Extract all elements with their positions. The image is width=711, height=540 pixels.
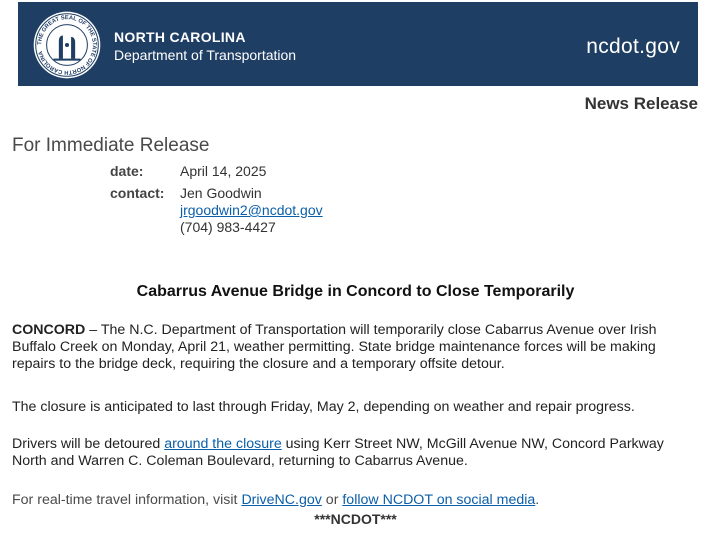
dateline: CONCORD: [12, 322, 86, 338]
social-media-link[interactable]: follow NCDOT on social media: [342, 492, 536, 508]
paragraph-duration: The closure is anticipated to last through Friday, May 2, depending on weather and repair progress.: [12, 399, 635, 415]
news-release-label: News Release: [584, 94, 698, 113]
contact-details: [180, 185, 323, 236]
release-meta: [110, 163, 323, 241]
detour-map-link[interactable]: around the closure: [164, 436, 282, 452]
state-name: NORTH CAROLINA: [114, 29, 246, 45]
paragraph-travel-info: [12, 492, 702, 509]
contact-name: Jen Goodwin: [180, 185, 262, 201]
travel-info-period: .: [535, 492, 540, 508]
detour-text-start: Drivers will be detoured: [12, 436, 165, 452]
header-banner: [18, 2, 698, 86]
travel-info-text: For real-time travel information, visit: [12, 492, 242, 508]
site-domain: ncdot.gov: [586, 35, 680, 58]
paragraph-intro: [12, 322, 702, 373]
date-value: April 14, 2025: [180, 163, 267, 179]
svg-text:THE GREAT SEAL OF THE STATE OF: THE GREAT SEAL OF THE STATE OF NORTH CAROLINA: [37, 15, 97, 75]
date-row: [110, 163, 323, 180]
nc-state-seal-icon: [33, 11, 101, 79]
contact-phone: (704) 983-4427: [180, 219, 276, 235]
drivenc-link[interactable]: DriveNC.gov: [241, 492, 322, 508]
date-label: date:: [110, 163, 144, 179]
travel-info-or: or: [321, 492, 343, 508]
intro-text: – The N.C. Department of Transportation will temporarily close Cabarrus Avenue over Irish Buffalo Creek on Monday, April 21, weather permitting. State bridge maintenance forces will be making repairs to the bridge deck, requiring the closure and a temporary offsite detour.: [12, 322, 657, 372]
organization-name: [114, 28, 296, 64]
immediate-release-heading: For Immediate Release: [12, 135, 210, 156]
detour-text-end: using Kerr Street NW, McGill Avenue NW, Concord Parkway North and Warren C. Coleman Boulevard, returning to Cabarrus Avenue.: [12, 436, 664, 469]
paragraph-detour: [12, 436, 702, 470]
release-headline: Cabarrus Avenue Bridge in Concord to Close Temporarily: [136, 283, 575, 300]
release-end-marker: ***NCDOT***: [314, 511, 397, 527]
contact-email-link[interactable]: jrgoodwin2@ncdot.gov: [180, 202, 323, 218]
contact-row: [110, 185, 323, 236]
department-name: Department of Transportation: [114, 47, 297, 63]
contact-label: contact:: [110, 185, 165, 201]
